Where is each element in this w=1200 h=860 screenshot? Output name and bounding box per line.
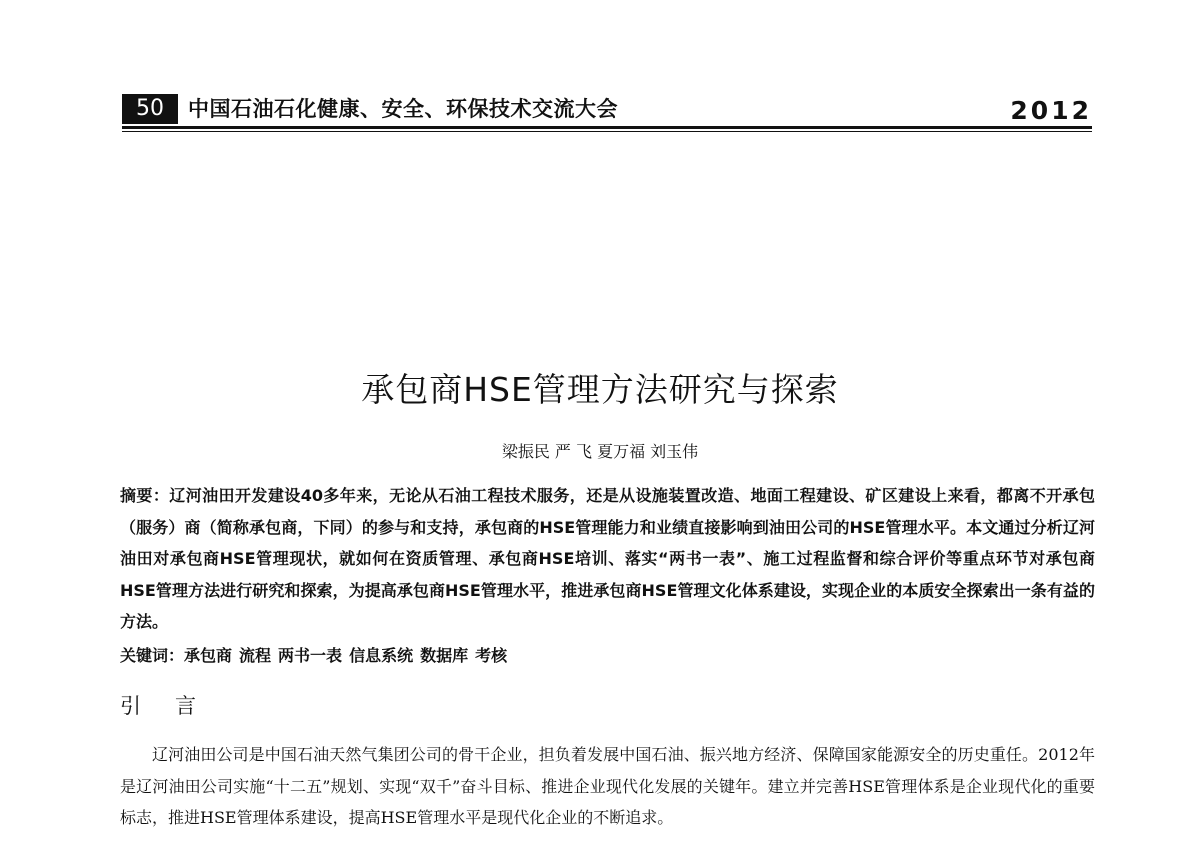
section-heading: 引言: [120, 694, 230, 718]
keyword: 流程: [239, 646, 272, 665]
abstract: [120, 480, 1095, 638]
conference-title: 中国石油石化健康、安全、环保技术交流大会: [188, 97, 618, 121]
paper-title: 承包商HSE管理方法研究与探索: [361, 370, 839, 409]
keyword: 数据库: [420, 646, 469, 665]
keyword: 考核: [475, 646, 508, 665]
keywords: [120, 643, 1095, 666]
abstract-text: 辽河油田开发建设40多年来，无论从石油工程技术服务，还是从设施装置改造、地面工程建设、矿区建设上来看，都离不开承包（服务）商（简称承包商，下同）的参与和支持，承包商的HSE管理能力和业绩直接影响到油田公司的HSE管理水平。本文通过分析辽河油田对承包商HSE管理现状，就如何在资质管理、承包商HSE培训、落实“两书一表”、施工过程监督和综合评价等重点环节对承包商HSE管理方法进行研究和探索，为提高承包商HSE管理水平，推进承包商HSE管理文化体系建设，实现企业的本质安全探索出一条有益的方法。: [120, 486, 1095, 631]
keyword: 承包商: [184, 646, 233, 665]
header-rule-thick: [122, 126, 1092, 129]
keyword: 两书一表: [278, 646, 343, 665]
page-header: [122, 94, 1092, 130]
intro-paragraph: 辽河油田公司是中国石油天然气集团公司的骨干企业，担负着发展中国石油、振兴地方经济、保障国家能源安全的历史重任。2012年是辽河油田公司实施“十二五”规划、实现“双千”奋斗目标、推进企业现代化发展的关键年。建立并完善HSE管理体系是企业现代化的重要标志，推进HSE管理体系建设，提高HSE管理水平是现代化企业的不断追求。: [120, 745, 1095, 827]
paper-authors: 梁振民 严 飞 夏万福 刘玉伟: [501, 442, 699, 461]
header-rule-thin: [122, 131, 1092, 132]
abstract-label: 摘要：: [120, 486, 170, 505]
page-number: 50: [122, 94, 178, 124]
header-year: 2012: [1010, 96, 1092, 125]
keywords-label: 关键词：: [120, 646, 185, 665]
keyword: 信息系统: [349, 646, 414, 665]
